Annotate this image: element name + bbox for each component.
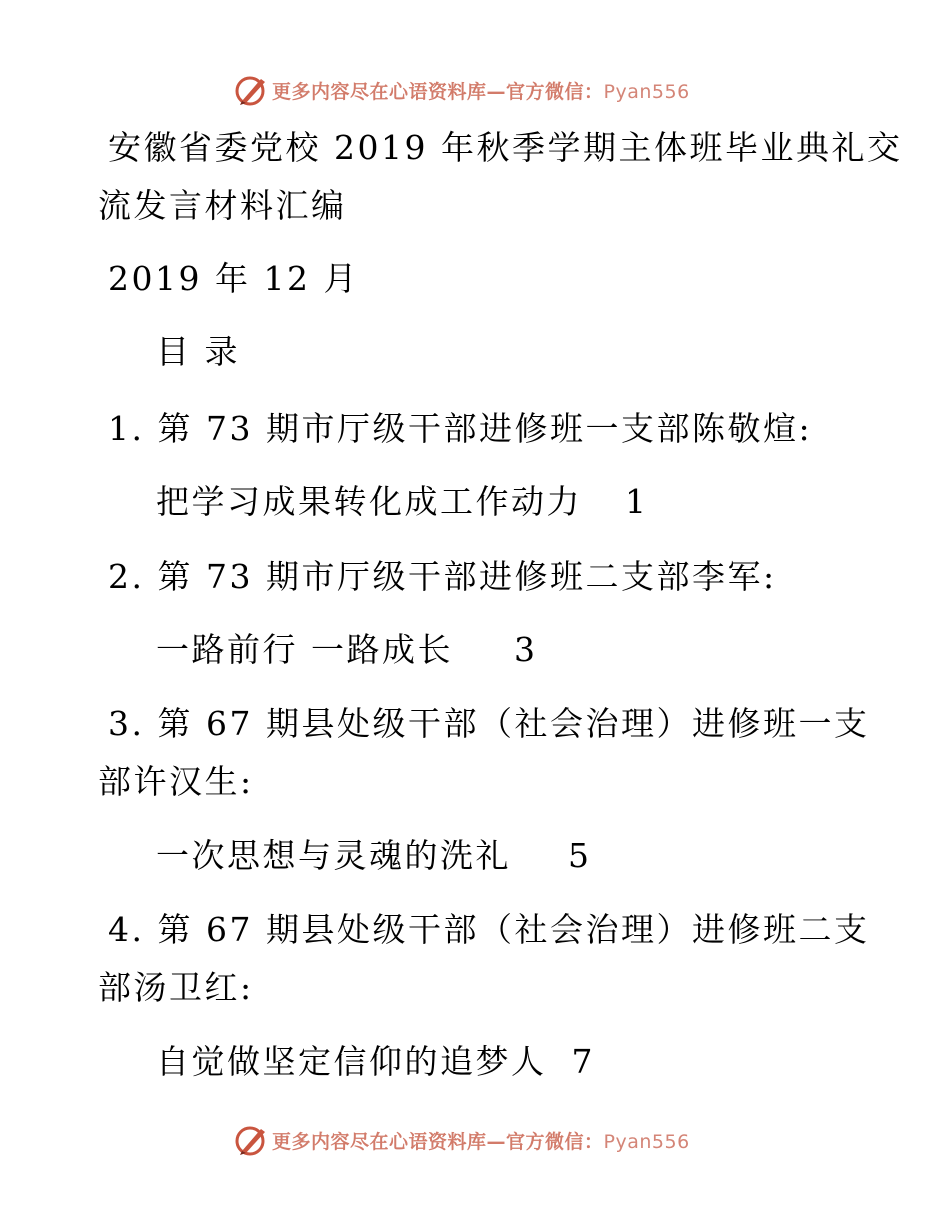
pen-logo-icon xyxy=(234,1123,268,1157)
watermark-footer xyxy=(234,1122,690,1158)
watermark-text: 更多内容尽在心语资料库—官方微信：Pyan556 xyxy=(272,80,690,103)
document-date: 2019 年 12 月 xyxy=(108,259,359,298)
watermark-handle: Pyan556 xyxy=(603,80,690,103)
toc-entry-subtitle: 一路前行 一路成长 xyxy=(156,630,453,669)
toc-entry-title: 第 73 期市厅级干部进修班二支部李军: xyxy=(157,557,777,596)
toc-entry-1-subtitle[interactable] xyxy=(156,482,649,522)
toc-entry-page-number: 7 xyxy=(571,1042,595,1081)
toc-entry-4-subtitle[interactable] xyxy=(156,1042,595,1082)
toc-entry-3-heading-cont: 部许汉生: xyxy=(98,762,254,801)
document-title-line-1: 安徽省委党校 2019 年秋季学期主体班毕业典礼交 xyxy=(108,128,903,167)
toc-entry-title: 第 67 期县处级干部（社会治理）进修班一支 xyxy=(157,704,870,743)
toc-entry-page-number: 3 xyxy=(514,630,538,669)
watermark-handle: Pyan556 xyxy=(603,1130,690,1153)
toc-entry-number: 3. xyxy=(108,704,145,743)
toc-entry-4-heading xyxy=(108,910,869,950)
toc-entry-subtitle: 一次思想与灵魂的洗礼 xyxy=(156,836,511,875)
pen-logo-icon xyxy=(234,73,268,107)
toc-entry-3-subtitle[interactable] xyxy=(156,836,592,876)
toc-entry-2-heading xyxy=(108,557,777,597)
document-title-line-2: 流发言材料汇编 xyxy=(98,186,347,225)
watermark-header xyxy=(234,72,690,108)
toc-entry-page-number: 1 xyxy=(625,482,649,521)
toc-entry-1-heading xyxy=(108,409,812,449)
toc-entry-3-heading xyxy=(108,704,869,744)
watermark-text: 更多内容尽在心语资料库—官方微信：Pyan556 xyxy=(272,1130,690,1153)
toc-entry-title: 第 73 期市厅级干部进修班一支部陈敬煊: xyxy=(157,409,813,448)
toc-entry-2-subtitle[interactable] xyxy=(156,630,538,670)
toc-entry-4-heading-cont: 部汤卫红: xyxy=(98,968,254,1007)
toc-entry-subtitle: 自觉做坚定信仰的追梦人 xyxy=(156,1042,547,1081)
toc-entry-page-number: 5 xyxy=(568,836,592,875)
toc-entry-title: 第 67 期县处级干部（社会治理）进修班二支 xyxy=(157,910,870,949)
toc-entry-number: 2. xyxy=(108,557,145,596)
toc-heading: 目 录 xyxy=(156,332,240,371)
toc-entry-subtitle: 把学习成果转化成工作动力 xyxy=(156,482,582,521)
toc-entry-number: 1. xyxy=(108,409,145,448)
toc-entry-number: 4. xyxy=(108,910,145,949)
